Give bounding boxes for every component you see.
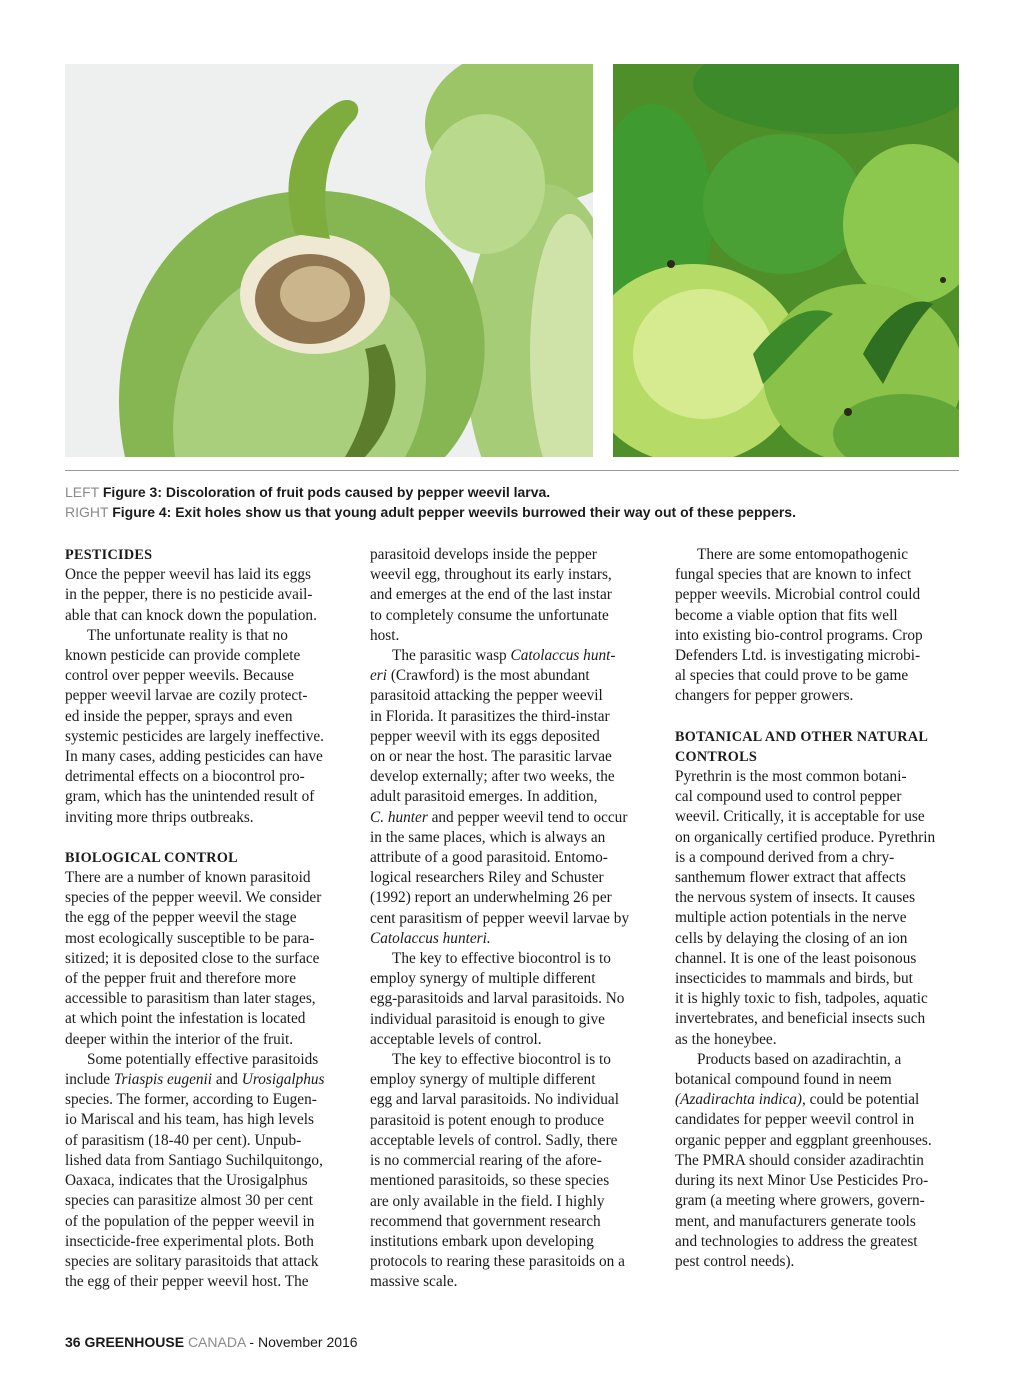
- text-line: species are solitary parasitoids that attack: [65, 1252, 319, 1270]
- text-run: and: [212, 1071, 242, 1089]
- species-name: Catolaccus hunt-: [510, 647, 616, 665]
- pepper-pile-photo-icon: [613, 64, 959, 457]
- text-line: (1992) report an underwhelming 26 per: [370, 889, 612, 907]
- text-line: The unfortunate reality is that no: [87, 626, 288, 644]
- text-line: candidates for pepper weevil control in: [675, 1111, 915, 1129]
- text-line: is no commercial rearing of the afore-: [370, 1152, 602, 1170]
- text-line: [675, 1090, 965, 1110]
- species-name: Catolaccus hunteri.: [370, 929, 491, 947]
- species-name: Triaspis eugenii: [113, 1071, 213, 1089]
- text-line: control over pepper weevils. Because: [65, 667, 294, 685]
- text-line: [370, 646, 660, 666]
- section-heading-biological-control: BIOLOGICAL CONTROL: [65, 849, 238, 866]
- text-line: employ synergy of multiple different: [370, 1071, 596, 1089]
- text-line: institutions embark upon developing: [370, 1232, 594, 1250]
- magazine-name: GREENHOUSE: [84, 1334, 185, 1350]
- text-line: santhemum flower extract that affects: [675, 869, 906, 887]
- text-line: invertebrates, and beneficial insects such: [675, 1010, 926, 1028]
- text-line: employ synergy of multiple different: [370, 970, 596, 988]
- text-line: accessible to parasitism than later stages,: [65, 990, 316, 1008]
- text-line: organic pepper and eggplant greenhouses.: [675, 1131, 932, 1149]
- text-line: The key to effective biocontrol is to: [392, 950, 611, 968]
- text-line: in the pepper, there is no pesticide avail-: [65, 586, 313, 604]
- text-line: the nervous system of insects. It causes: [675, 889, 916, 907]
- paragraph: [370, 646, 660, 949]
- text-line: pest control needs).: [675, 1252, 795, 1270]
- species-name: C. hunter: [370, 808, 428, 826]
- text-line: [65, 1070, 355, 1090]
- text-line: protocols to rearing these parasitoids on a: [370, 1253, 625, 1271]
- text-line: changers for pepper growers.: [675, 687, 854, 705]
- text-line: Defenders Ltd. is investigating microbi-: [675, 647, 921, 665]
- species-name: (Azadirachta indica): [675, 1091, 803, 1109]
- article-column-2: [370, 545, 660, 1293]
- text-line: on organically certified produce. Pyrethrin: [675, 828, 936, 846]
- text-line: is a compound derived from a chry-: [675, 848, 895, 866]
- text-line: botanical compound found in neem: [675, 1071, 892, 1089]
- pepper-cut-open-photo-icon: [65, 64, 593, 457]
- paragraph: [675, 767, 965, 1050]
- text-line: pepper weevils. Microbial control could: [675, 586, 921, 604]
- text-run: , could be potential: [802, 1091, 920, 1109]
- text-line: it is highly toxic to fish, tadpoles, aquatic: [675, 990, 928, 1008]
- section-heading-pesticides: PESTICIDES: [65, 547, 153, 563]
- text-line: The PMRA should consider azadirachtin: [675, 1151, 924, 1169]
- caption-tag-left: LEFT: [65, 484, 99, 500]
- text-line: species can parasitize almost 30 per cent: [65, 1192, 314, 1210]
- text-line: ment, and manufacturers generate tools: [675, 1212, 916, 1230]
- text-line: insecticides to mammals and birds, but: [675, 970, 913, 988]
- text-line: Products based on azadirachtin, a: [697, 1050, 902, 1068]
- text-line: parasitoid develops inside the pepper: [370, 546, 597, 563]
- text-line: the egg of their pepper weevil host. The: [65, 1273, 309, 1291]
- text-line: parasitoid is potent enough to produce: [370, 1111, 605, 1129]
- text-line: into existing bio-control programs. Crop: [675, 626, 923, 644]
- paragraph: [370, 1050, 660, 1292]
- caption-tag-right: RIGHT: [65, 504, 109, 520]
- text-line: of the population of the pepper weevil in: [65, 1212, 315, 1230]
- text-line: attribute of a good parasitoid. Entomo-: [370, 849, 608, 867]
- page-number: 36: [65, 1334, 81, 1350]
- text-line: sitized; it is deposited close to the surface: [65, 949, 320, 967]
- caption-text-left: Figure 3: Discoloration of fruit pods caused by pepper weevil larva.: [102, 484, 551, 500]
- text-line: cent parasitism of pepper weevil larvae by: [370, 909, 630, 927]
- text-line: massive scale.: [370, 1273, 458, 1291]
- text-line: most ecologically susceptible to be para-: [65, 929, 315, 947]
- text-run: (Crawford) is the most abundant: [387, 667, 590, 685]
- text-line: fungal species that are known to infect: [675, 566, 912, 584]
- text-line: inviting more thrips outbreaks.: [65, 808, 254, 826]
- text-line: adult parasitoid emerges. In addition,: [370, 788, 598, 806]
- page-footer: [65, 1334, 358, 1350]
- text-line: the egg of the pepper weevil the stage: [65, 909, 297, 927]
- text-line: known pesticide can provide complete: [65, 647, 301, 665]
- text-line: of parasitism (18-40 per cent). Unpub-: [65, 1131, 302, 1149]
- issue-date: November 2016: [257, 1334, 358, 1350]
- text-line: in the same places, which is always an: [370, 828, 606, 846]
- caption-divider: [65, 470, 959, 471]
- text-line: able that can knock down the population.: [65, 606, 317, 624]
- text-line: as the honeybee.: [675, 1030, 777, 1048]
- species-name: eri: [370, 667, 387, 685]
- figure-4-caption: [65, 502, 959, 522]
- text-line: ed inside the pepper, sprays and even: [65, 707, 293, 725]
- text-line: and technologies to address the greatest: [675, 1232, 918, 1250]
- text-line: In many cases, adding pesticides can have: [65, 748, 323, 766]
- figure-3-caption: [65, 482, 959, 502]
- text-line: Pyrethrin is the most common botani-: [675, 768, 907, 786]
- text-line: There are some entomopathogenic: [697, 546, 909, 563]
- text-line: logical researchers Riley and Schuster: [370, 869, 604, 887]
- text-line: pepper weevil larvae are cozily protect-: [65, 687, 308, 705]
- paragraph: [65, 1050, 355, 1292]
- text-line: multiple action potentials in the nerve: [675, 909, 907, 927]
- text-run: include: [65, 1071, 114, 1089]
- text-line: during its next Minor Use Pesticides Pro-: [675, 1172, 929, 1190]
- text-line: deeper within the interior of the fruit.: [65, 1030, 294, 1048]
- text-run: and pepper weevil tend to occur: [427, 808, 628, 826]
- text-line: al species that could prove to be game: [675, 667, 909, 685]
- text-line: There are a number of known parasitoid: [65, 869, 311, 887]
- paragraph: [675, 545, 965, 707]
- text-line: io Mariscal and his team, has high levels: [65, 1111, 314, 1129]
- text-line: acceptable levels of control. Sadly, there: [370, 1131, 618, 1149]
- text-line: cal compound used to control pepper: [675, 788, 902, 806]
- text-line: recommend that government research: [370, 1212, 601, 1230]
- text-line: develop externally; after two weeks, the: [370, 768, 615, 786]
- article-column-1: [65, 545, 355, 1292]
- text-line: of the pepper fruit and therefore more: [65, 970, 297, 988]
- paragraph: [370, 545, 660, 646]
- text-line: to completely consume the unfortunate: [370, 606, 609, 624]
- magazine-name-suffix: CANADA: [187, 1334, 246, 1350]
- heading-line: BOTANICAL AND OTHER NATURAL: [675, 728, 929, 745]
- text-line: egg and larval parasitoids. No individual: [370, 1091, 619, 1109]
- text-line: become a viable option that fits well: [675, 606, 898, 624]
- paragraph: [675, 1050, 965, 1272]
- text-line: weevil. Critically, it is acceptable for use: [675, 808, 925, 826]
- text-line: channel. It is one of the least poisonous: [675, 949, 917, 967]
- text-line: weevil egg, throughout its early instars,: [370, 566, 612, 584]
- text-line: species of the pepper weevil. We consider: [65, 889, 322, 907]
- figure-4-photo: [613, 64, 959, 457]
- heading-line: CONTROLS: [675, 748, 758, 765]
- text-run: The parasitic wasp: [392, 647, 511, 665]
- text-line: [370, 666, 660, 686]
- text-line: insecticide-free experimental plots. Both: [65, 1232, 314, 1250]
- text-line: Oaxaca, indicates that the Urosigalphus: [65, 1172, 308, 1190]
- text-line: in Florida. It parasitizes the third-instar: [370, 707, 610, 725]
- section-heading-botanical: [675, 727, 965, 767]
- text-line: pepper weevil with its eggs deposited: [370, 727, 600, 745]
- footer-separator: -: [245, 1334, 258, 1350]
- text-line: individual parasitoid is enough to give: [370, 1010, 605, 1028]
- article-column-3: [675, 545, 965, 1272]
- figure-captions: [65, 482, 959, 522]
- figure-3-photo: [65, 64, 593, 457]
- text-line: detrimental effects on a biocontrol pro-: [65, 768, 305, 786]
- text-line: The key to effective biocontrol is to: [392, 1051, 611, 1069]
- text-line: and emerges at the end of the last instar: [370, 586, 612, 604]
- text-line: Once the pepper weevil has laid its eggs: [65, 566, 311, 584]
- text-line: egg-parasitoids and larval parasitoids. No: [370, 990, 625, 1008]
- paragraph: [65, 626, 355, 828]
- caption-text-right: Figure 4: Exit holes show us that young adult pepper weevils burrowed their way out of these peppers.: [112, 504, 796, 520]
- paragraph: [65, 868, 355, 1050]
- paragraph: [370, 949, 660, 1050]
- text-line: gram, which has the unintended result of: [65, 788, 315, 806]
- text-line: host.: [370, 626, 400, 644]
- text-line: acceptable levels of control.: [370, 1030, 542, 1048]
- species-name: Urosigalphus: [241, 1071, 325, 1089]
- text-line: species. The former, according to Eugen-: [65, 1091, 317, 1109]
- text-line: gram (a meeting where growers, govern-: [675, 1192, 925, 1210]
- paragraph: [65, 565, 355, 626]
- text-line: on or near the host. The parasitic larvae: [370, 748, 612, 766]
- text-line: [370, 929, 660, 949]
- text-line: Some potentially effective parasitoids: [87, 1050, 319, 1068]
- text-line: mentioned parasitoids, so these species: [370, 1172, 610, 1190]
- text-line: cells by delaying the closing of an ion: [675, 929, 908, 947]
- text-line: [370, 808, 660, 828]
- text-line: are only available in the field. I highly: [370, 1192, 605, 1210]
- text-line: systemic pesticides are largely ineffective.: [65, 727, 324, 745]
- text-line: lished data from Santiago Suchilquitongo,: [65, 1151, 323, 1169]
- text-line: parasitoid attacking the pepper weevil: [370, 687, 603, 705]
- text-line: at which point the infestation is located: [65, 1010, 306, 1028]
